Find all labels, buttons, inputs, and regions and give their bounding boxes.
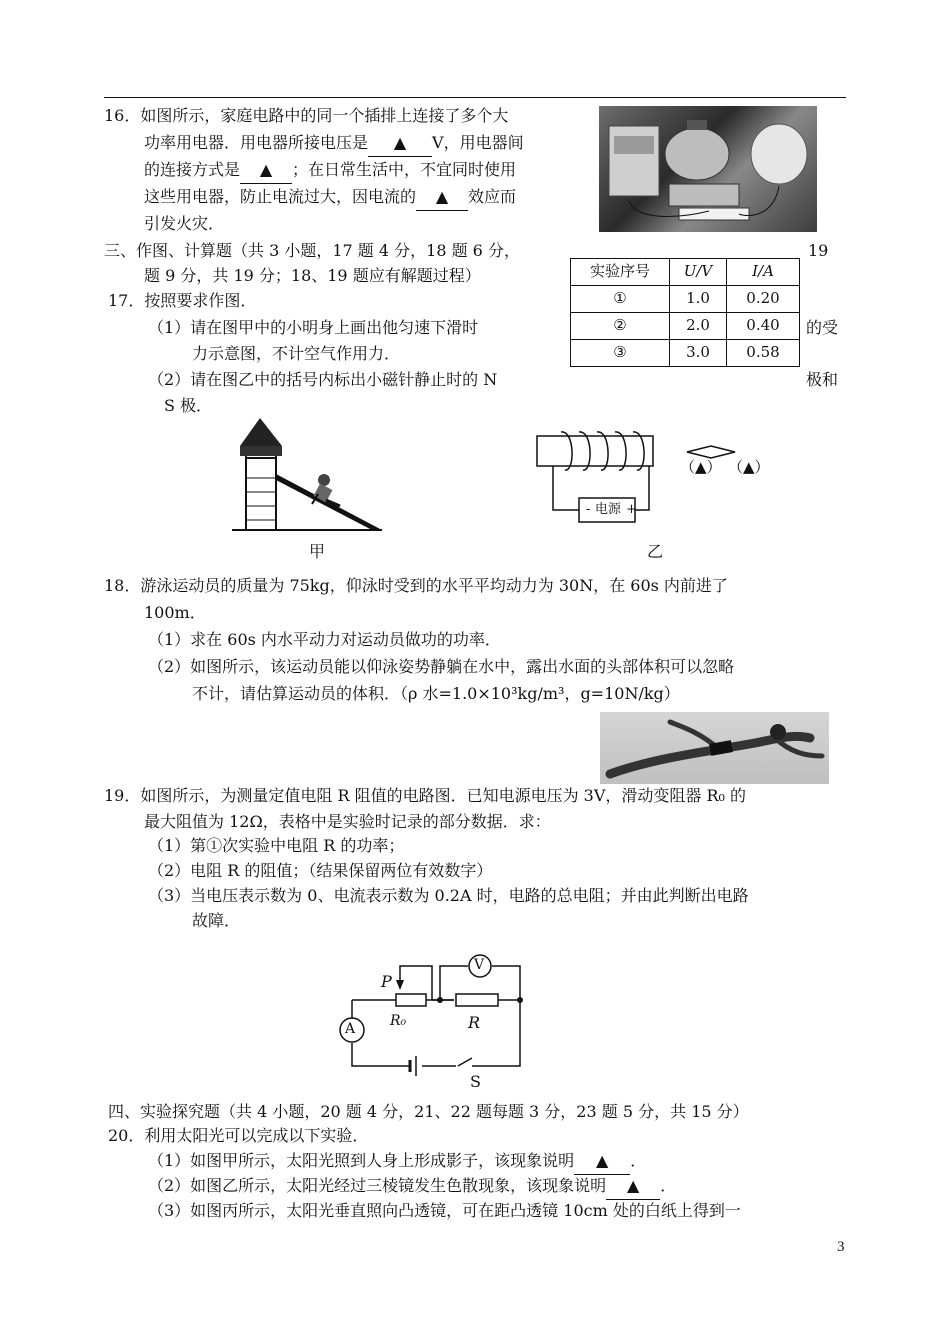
q16-text: 效应而 [468, 187, 517, 206]
q17-p2-tail: 极和 [806, 370, 839, 389]
q16-line1: 16．如图所示，家庭电路中的同一个插排上连接了多个大 [104, 106, 509, 125]
table-header: U/V [670, 259, 727, 286]
table-cell: 0.40 [727, 313, 800, 340]
answer-blank[interactable]: ▲ [574, 1149, 630, 1175]
table-header: I/A [727, 259, 800, 286]
q19-p1: （1）第①次实验中电阻 R 的功率； [148, 836, 405, 855]
table-header: 实验序号 [571, 259, 670, 286]
q16-line3 [144, 158, 516, 184]
table-cell: ② [571, 313, 670, 340]
label-v: V [474, 957, 485, 973]
slider-arrow [396, 980, 404, 990]
swimmer-image [600, 712, 829, 784]
answer-blank[interactable]: ▲ [368, 131, 432, 157]
q17-p1-tail: 的受 [806, 318, 839, 337]
answer-blank[interactable]: ▲ [416, 185, 468, 211]
label-r0: R₀ [390, 1013, 407, 1029]
q17-p2a: （2）请在图乙中的括号内标出小磁针静止时的 N [148, 370, 498, 389]
section3-line2: 题 9 分，共 19 分；18、19 题应有解题过程） [144, 266, 481, 285]
section3-line1-tail: 19 [808, 241, 829, 260]
q16-line4 [144, 185, 516, 211]
pole-paren-right[interactable]: （▲） [728, 458, 770, 476]
table-header-row [571, 259, 800, 286]
q18-p2a: （2）如图所示，该运动员能以仰泳姿势静躺在水中，露出水面的头部体积可以忽略 [148, 657, 735, 676]
q19-p3b: 故障． [192, 911, 241, 930]
q18-line1: 18．游泳运动员的质量为 75kg，仰泳时受到的水平平均动力为 30N，在 60s 内前进了 [104, 576, 728, 595]
fig-a-label: 甲 [309, 542, 326, 561]
table-cell: ③ [571, 340, 670, 367]
q16-text: V，用电器间 [432, 133, 524, 152]
fig-b-label: 乙 [647, 542, 664, 561]
table-row [571, 340, 800, 367]
q20-text: ． [630, 1151, 647, 1170]
electromagnet-figure [535, 430, 785, 530]
label-p: P [381, 972, 392, 991]
q20-title: 20．利用太阳光可以完成以下实验． [108, 1126, 369, 1145]
q17-p2b: S 极． [164, 396, 213, 415]
power-plus: + [626, 502, 637, 517]
rheostat-r0 [396, 994, 426, 1006]
section4-line1: 四、实验探究题（共 4 小题，20 题 4 分，21、22 题每题 3 分，23 题 5 分，共 15 分） [108, 1102, 749, 1121]
q19-line1: 19．如图所示，为测量定值电阻 R 阻值的电路图．已知电源电压为 3V，滑动变阻器 R₀ 的 [104, 786, 747, 805]
swimmer-illustration [600, 712, 829, 784]
q16-line5: 引发火灾． [144, 214, 225, 233]
pole-paren-left[interactable]: （▲） [680, 458, 722, 476]
slide-figure [232, 418, 382, 536]
q20-p3: （3）如图丙所示，太阳光垂直照向凸透镜，可在距凸透镜 10cm 处的白纸上得到一 [148, 1201, 741, 1220]
power-minus: - [586, 502, 591, 517]
q16-text: 功率用电器．用电器所接电压是 [144, 133, 369, 152]
q16-line2 [144, 131, 524, 157]
table-row [571, 286, 800, 313]
circuit-diagram [332, 950, 532, 1090]
q17-p1b: 力示意图，不计空气作用力． [192, 344, 401, 363]
power-label: 电源 [595, 502, 622, 517]
appliances-illustration [599, 106, 817, 232]
section3-line1: 三、作图、计算题（共 3 小题，17 题 4 分，18 题 6 分， [104, 241, 520, 260]
q16-text: 的连接方式是 [144, 160, 241, 179]
q19-line2: 最大阻值为 12Ω，表格中是实验时记录的部分数据．求： [144, 812, 551, 831]
experiment-table [570, 258, 800, 367]
table-cell: 3.0 [670, 340, 727, 367]
q16-text: ；在日常生活中，不宜同时使用 [292, 160, 517, 179]
table-cell: 0.58 [727, 340, 800, 367]
q20-p2 [148, 1174, 676, 1200]
boy-on-slide [312, 474, 340, 506]
table-cell: 0.20 [727, 286, 800, 313]
q18-p2b: 不计，请估算运动员的体积．（ρ 水=1.0×10³kg/m³，g=10N/kg） [192, 684, 680, 703]
table-cell: 1.0 [670, 286, 727, 313]
data-table [570, 258, 800, 367]
q17-title: 17．按照要求作图． [108, 291, 257, 310]
q18-p1: （1）求在 60s 内水平动力对运动员做功的功率． [148, 630, 501, 649]
table-cell: 2.0 [670, 313, 727, 340]
answer-blank[interactable]: ▲ [240, 158, 292, 184]
label-r: R [468, 1013, 481, 1032]
resistor-r [456, 994, 498, 1006]
table-cell: ① [571, 286, 670, 313]
header-rule [104, 97, 846, 98]
q18-line2: 100m． [144, 603, 206, 622]
q20-text: （2）如图乙所示，太阳光经过三棱镜发生色散现象，该现象说明 [148, 1176, 607, 1195]
answer-blank[interactable]: ▲ [606, 1174, 660, 1200]
q19-p2: （2）电阻 R 的阻值；（结果保留两位有效数字） [148, 861, 493, 880]
page-number: 3 [837, 1239, 845, 1255]
q17-p1a: （1）请在图甲中的小明身上画出他匀速下滑时 [148, 318, 479, 337]
appliances-photo [599, 106, 817, 232]
table-row [571, 313, 800, 340]
q19-p3a: （3）当电压表示数为 0、电流表示数为 0.2A 时，电路的总电阻；并由此判断出电路 [148, 886, 749, 905]
q20-text: （1）如图甲所示，太阳光照到人身上形成影子，该现象说明 [148, 1151, 575, 1170]
q20-p1 [148, 1149, 646, 1175]
q16-text: 这些用电器，防止电流过大，因电流的 [144, 187, 417, 206]
label-s: S [470, 1072, 481, 1091]
label-a: A [345, 1021, 356, 1037]
q20-text: ． [660, 1176, 677, 1195]
